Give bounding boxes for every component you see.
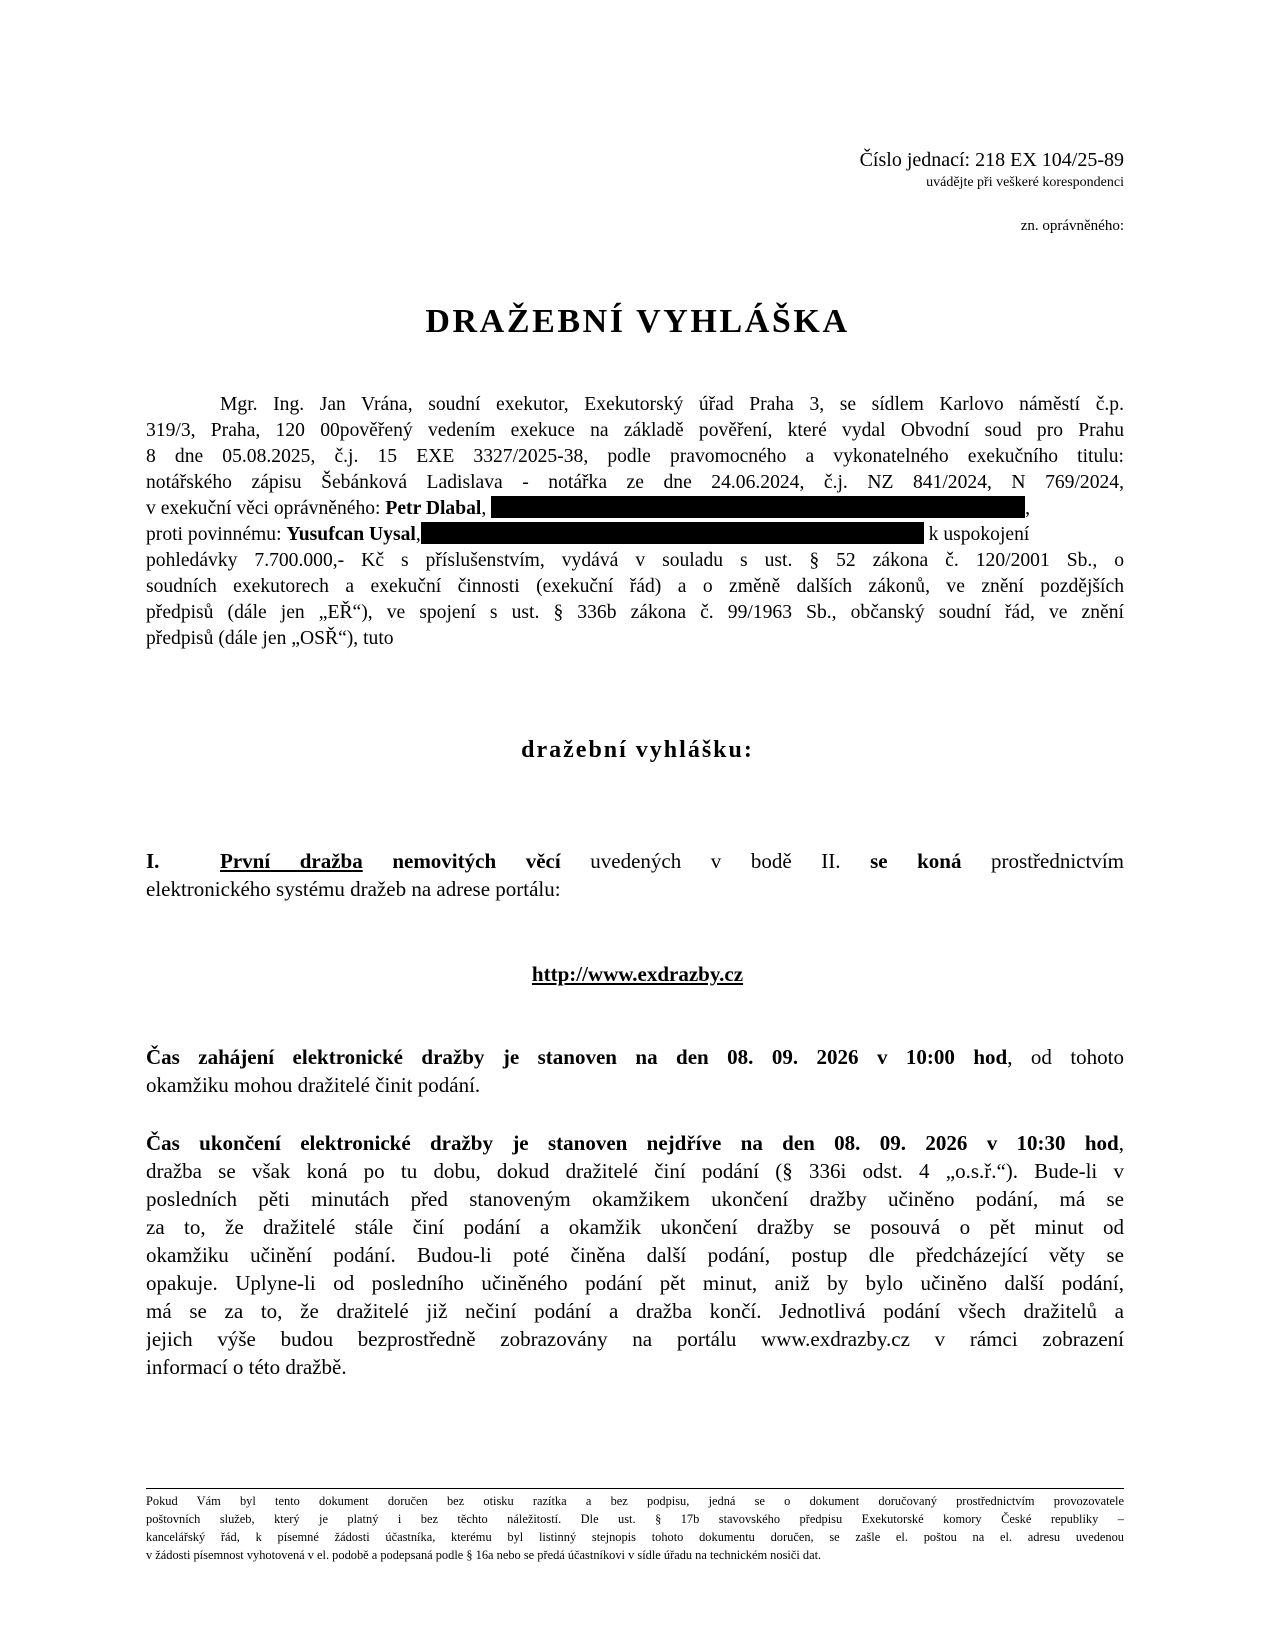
section-one-line: elektronického systému dražeb na adrese portálu: [146,877,561,901]
auction-end-line: dražba se však koná po tu dobu, dokud dražitelé činí podání (§ 336i odst. 4 „o.s.ř.“). Bude-li v [146,1159,1124,1183]
auction-start-line: Čas zahájení elektronické dražby je stanoven na den 08. 09. 2026 v 10:00 hod, od tohoto [146,1045,1124,1069]
intro-line: soudních exekutorech a exekuční činnosti (exekuční řád) a o změně dalších zákonů, ve znění pozdějších [146,576,1124,597]
first-auction-label: První dražba [220,849,363,873]
intro-line: předpisů (dále jen „EŘ“), ve spojení s ust. § 336b zákona č. 99/1963 Sb., občanský soudní řád, ve znění [146,602,1124,623]
page-title: DRAŽEBNÍ VYHLÁŠKA [425,303,850,340]
footnote-line: poštovních služeb, který je platný i bez těchto náležitostí. Dle ust. § 17b stavovského předpisu Exekutorské komory České republiky – [146,1512,1124,1526]
footnote-line: kancelářský řád, k písemné žádosti účastníka, kterému byl listinný stejnopis tohoto dokumentu doručen, se zašle el. poštou na el. adresu uvedenou [146,1530,1124,1544]
section-heading: dražební vyhlášku: [521,737,754,763]
intro-line: pohledávky 7.700.000,- Kč s příslušenstvím, vydává v souladu s ust. § 52 zákona č. 120/2001 Sb., o [146,550,1124,571]
intro-line: předpisů (dále jen „OSŘ“), tuto [146,628,394,649]
footnote-divider [146,1488,1124,1489]
auction-end-line: opakuje. Uplyne-li od posledního učiněného podání pět minut, aniž by bylo učiněno další podání, [146,1271,1124,1295]
auction-end-line: posledních pěti minutách před stanoveným okamžikem ukončení dražby učiněno podání, má se [146,1187,1124,1211]
auction-end-line: informací o této dražbě. [146,1355,347,1379]
redacted-block [421,522,924,544]
footnote-line: Pokud Vám byl tento dokument doručen bez otisku razítka a bez podpisu, jedná se o dokument doručovaný prostřednictvím provozovatele [146,1494,1124,1508]
auction-end-paragraph [146,1129,1124,1381]
section-one [146,847,1124,903]
intro-line: 319/3, Praha, 120 00pověřený vedením exekuce na základě pověření, které vydal Obvodní soud pro Prahu [146,420,1124,441]
creditor-reference: zn. oprávněného: [1020,218,1124,234]
footnote [146,1492,1124,1564]
intro-line: 8 dne 05.08.2025, č.j. 15 EXE 3327/2025-38, podle pravomocného a vykonatelného exekučního titulu: [146,446,1124,467]
creditor-name: Petr Dlabal [385,498,482,519]
auction-start-line: okamžiku mohou dražitelé činit podání. [146,1073,481,1097]
auction-end-line: má se za to, že dražitelé již nečiní podání a dražba končí. Jednotlivá podání všech dražitelů a [146,1299,1124,1323]
section-number: I. [146,849,160,873]
footnote-line: v žádosti písemnost vyhotovená v el. podobě a podepsaná podle § 16a nebo se předá účastníkovi v sídle úřadu na technickém nosiči dat. [146,1548,822,1562]
auction-end-line: za to, že dražitelé stále činí podání a okamžik ukončení dražby se posouvá o pět minut od [146,1215,1124,1239]
auction-end-line: okamžiku učinění podání. Budou-li poté činěna další podání, postup dle předcházející věty se [146,1243,1124,1267]
intro-paragraph [146,392,1124,652]
portal-link[interactable]: http://www.exdrazby.cz [531,962,744,986]
auction-end-line: jejich výše budou bezprostředně zobrazovány na portálu www.exdrazby.cz v rámci zobrazení [146,1327,1124,1351]
section-one-line: I. První dražba nemovitých věcí uvedených v bodě II. se koná prostřednictvím [146,849,1124,873]
auction-end-line: Čas ukončení elektronické dražby je stanoven nejdříve na den 08. 09. 2026 v 10:30 hod, [146,1131,1124,1155]
debtor-line: proti povinnému: Yusufcan Uysal, k uspokojení [146,524,1030,545]
creditor-line: v exekuční věci oprávněného: Petr Dlabal, , [146,498,1031,519]
redacted-block [491,496,1025,518]
case-number: Číslo jednací: 218 EX 104/25-89 [859,149,1124,171]
case-number-note: uvádějte při veškeré korespondenci [926,175,1124,190]
intro-line: Mgr. Ing. Jan Vrána, soudní exekutor, Exekutorský úřad Praha 3, se sídlem Karlovo náměstí č.p. [220,394,1124,415]
intro-line: notářského zápisu Šebánková Ladislava - notářka ze dne 24.06.2024, č.j. NZ 841/2024, N 769/2024, [146,472,1124,493]
debtor-name: Yusufcan Uysal [286,524,416,545]
auction-start-paragraph [146,1043,1124,1099]
